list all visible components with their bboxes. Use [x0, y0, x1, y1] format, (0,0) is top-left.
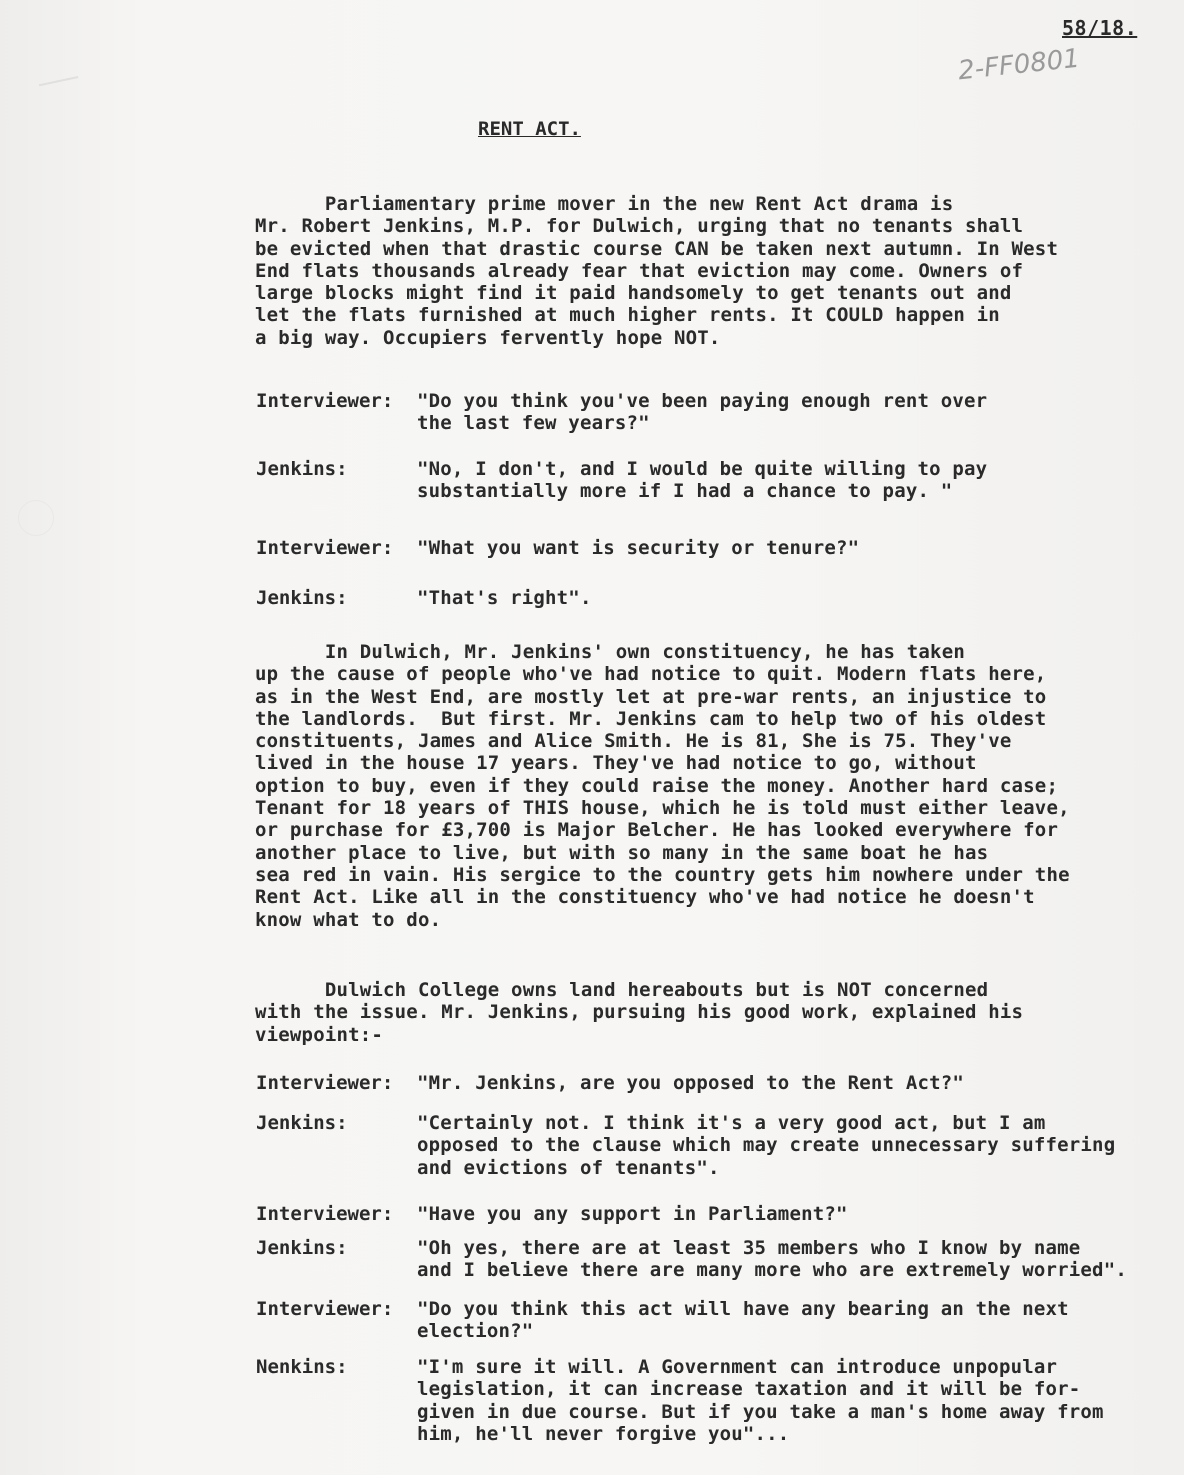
text-line: let the flats furnished at much higher rents. It COULD happen in [255, 304, 1000, 327]
text-line: "Oh yes, there are at least 35 members who I know by name [417, 1237, 1081, 1259]
speech-text [417, 390, 987, 435]
text-line: End flats thousands already fear that eviction may come. Owners of [255, 259, 1024, 282]
speaker-label: Interviewer: [256, 1072, 394, 1094]
speaker-label: Jenkins: [256, 587, 348, 609]
text-line: "Have you any support in Parliament?" [417, 1203, 848, 1225]
speech-text [417, 537, 859, 559]
text-line: be evicted when that drastic course CAN be taken next autumn. In West [255, 237, 1059, 260]
text-line: sea red in vain. His sergice to the country gets him nowhere under the [255, 863, 1070, 886]
text-line: the last few years?" [417, 412, 650, 435]
text-line: substantially more if I had a chance to pay. " [417, 480, 953, 503]
text-line: "What you want is security or tenure?" [417, 537, 860, 559]
text-line: "No, I don't, and I would be quite willing to pay [417, 458, 988, 480]
text-line: a big way. Occupiers fervently hope NOT. [255, 326, 721, 349]
text-line: constituents, James and Alice Smith. He is 81, She is 75. They've [255, 730, 1012, 753]
text-line: opposed to the clause which may create unnecessary suffering [417, 1134, 1116, 1157]
speaker-label: Jenkins: [256, 1112, 348, 1134]
reference-number: 58/18. [1062, 16, 1138, 40]
speaker-label: Interviewer: [256, 1298, 394, 1320]
text-line: Rent Act. Like all in the constituency who've had notice he doesn't [255, 886, 1035, 909]
paragraph-dulwich [255, 641, 1070, 931]
handwritten-note: 2-FF0801 [956, 43, 1082, 87]
text-line: given in due course. But if you take a man's home away from [417, 1400, 1104, 1423]
text-line: Dulwich College owns land hereabouts but is NOT concerned [255, 979, 989, 1001]
speech-text [417, 1356, 1104, 1445]
text-line: viewpoint:- [255, 1023, 384, 1046]
speaker-label: Jenkins: [256, 458, 348, 480]
paragraph-intro [255, 193, 1058, 349]
text-line: option to buy, even if they could raise the money. Another hard case; [255, 774, 1059, 797]
speech-text [417, 587, 592, 609]
speech-text [417, 1237, 1127, 1282]
text-line: lived in the house 17 years. They've had notice to go, without [255, 752, 977, 775]
text-line: large blocks might find it paid handsomely to get tenants out and [255, 282, 1012, 305]
scan-mark [39, 76, 81, 100]
text-line: "Do you think this act will have any bearing an the next [417, 1298, 1069, 1320]
document-title: RENT ACT. [478, 118, 581, 140]
speaker-label: Interviewer: [256, 1203, 394, 1225]
text-line: Mr. Robert Jenkins, M.P. for Dulwich, urging that no tenants shall [255, 215, 1024, 238]
text-line: Parliamentary prime mover in the new Rent Act drama is [255, 193, 954, 215]
text-line: Tenant for 18 years of THIS house, which he is told must either leave, [255, 797, 1070, 820]
text-line: In Dulwich, Mr. Jenkins' own constituency, he has taken [255, 641, 965, 663]
text-line: the landlords. But first. Mr. Jenkins cam to help two of his oldest [255, 707, 1047, 730]
text-line: another place to live, but with so many in the same boat he has [255, 841, 989, 864]
speaker-label: Nenkins: [256, 1356, 348, 1378]
punch-hole-mark [18, 500, 54, 536]
text-line: know what to do. [255, 908, 442, 931]
text-line: "Do you think you've been paying enough rent over [417, 390, 988, 412]
text-line: or purchase for £3,700 is Major Belcher. He has looked everywhere for [255, 819, 1059, 842]
text-line: "Certainly not. I think it's a very good act, but I am [417, 1112, 1046, 1134]
speaker-label: Interviewer: [256, 537, 394, 559]
text-line: as in the West End, are mostly let at pre-war rents, an injustice to [255, 685, 1047, 708]
speaker-label: Interviewer: [256, 390, 394, 412]
text-line: and I believe there are many more who are extremely worried". [417, 1259, 1127, 1282]
text-line: election?" [417, 1320, 534, 1343]
text-line: "Mr. Jenkins, are you opposed to the Rent Act?" [417, 1072, 965, 1094]
text-line: with the issue. Mr. Jenkins, pursuing his good work, explained his [255, 1001, 1024, 1024]
text-line: him, he'll never forgive you"... [417, 1422, 790, 1445]
speech-text [417, 1112, 1115, 1179]
text-line: "I'm sure it will. A Government can introduce unpopular [417, 1356, 1058, 1378]
speech-text [417, 1072, 964, 1094]
paragraph-college [255, 979, 1023, 1046]
text-line: legislation, it can increase taxation and it will be for- [417, 1378, 1081, 1401]
text-line: up the cause of people who've had notice to quit. Modern flats here, [255, 663, 1047, 686]
speaker-label: Jenkins: [256, 1237, 348, 1259]
text-line: "That's right". [417, 587, 592, 609]
speech-text [417, 458, 987, 503]
speech-text [417, 1298, 1069, 1343]
text-line: and evictions of tenants". [417, 1156, 720, 1179]
speech-text [417, 1203, 848, 1225]
